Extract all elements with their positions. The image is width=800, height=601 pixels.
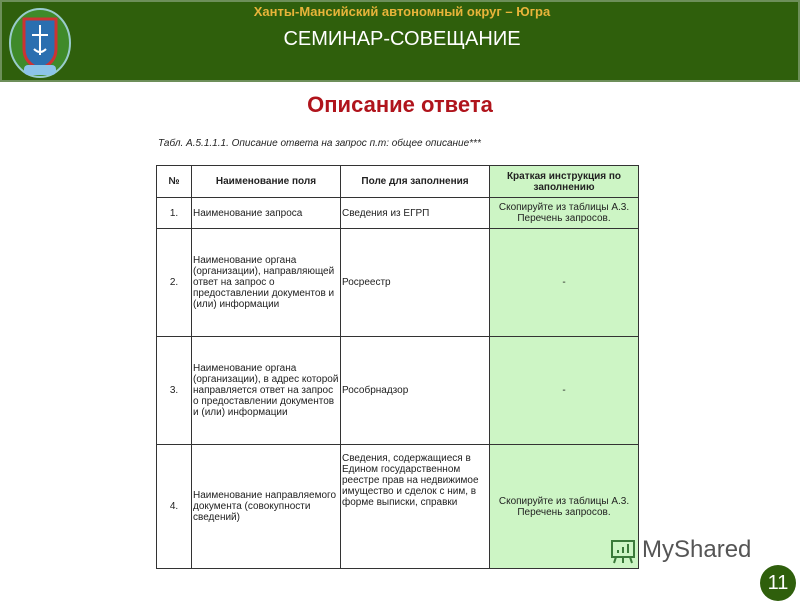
col-header-num: № (157, 166, 192, 198)
col-header-value: Поле для заполнения (341, 166, 490, 198)
row-field: Наименование запроса (192, 198, 341, 229)
presentation-board-icon (608, 535, 638, 565)
row-hint: Скопируйте из таблицы А.3. Перечень запросов. (490, 445, 639, 569)
row-value: Сведения, содержащиеся в Едином государственном реестре прав на недвижимое имущество и сделок с ним, в форме выписки, справки (341, 445, 490, 569)
header-banner (0, 0, 800, 82)
slide-number: 11 (760, 565, 796, 601)
row-num: 1. (157, 198, 192, 229)
response-description-table (156, 165, 639, 569)
table-row (157, 198, 639, 229)
watermark-text: MyShared (642, 536, 752, 563)
col-header-hint: Краткая инструкция по заполнению (490, 166, 639, 198)
row-hint: - (490, 229, 639, 337)
page-title: Описание ответа (307, 92, 493, 117)
row-value: Сведения из ЕГРП (341, 198, 490, 229)
table-row (157, 337, 639, 445)
col-header-field: Наименование поля (192, 166, 341, 198)
row-field: Наименование органа (организации), направляющей ответ на запрос о предоставлении документов и (или) информации (192, 229, 341, 337)
table-caption: Табл. А.5.1.1.1. Описание ответа на запрос п.т: общее описание*** (158, 138, 481, 149)
row-hint: Скопируйте из таблицы А.3. Перечень запросов. (490, 198, 639, 229)
row-hint: - (490, 337, 639, 445)
row-num: 3. (157, 337, 192, 445)
event-title: СЕМИНАР-СОВЕЩАНИЕ (283, 28, 521, 50)
table-row (157, 229, 639, 337)
table-row (157, 445, 639, 569)
row-field: Наименование направляемого документа (совокупности сведений) (192, 445, 341, 569)
row-value: Рособрнадзор (341, 337, 490, 445)
row-num: 4. (157, 445, 192, 569)
row-value: Росреестр (341, 229, 490, 337)
table-header-row (157, 166, 639, 198)
myshared-watermark (608, 535, 751, 565)
region-name: Ханты-Мансийский автономный округ – Югра (253, 4, 551, 19)
row-num: 2. (157, 229, 192, 337)
row-field: Наименование органа (организации), в адрес которой направляется ответ на запрос о предоставлении документов и (или) информации (192, 337, 341, 445)
